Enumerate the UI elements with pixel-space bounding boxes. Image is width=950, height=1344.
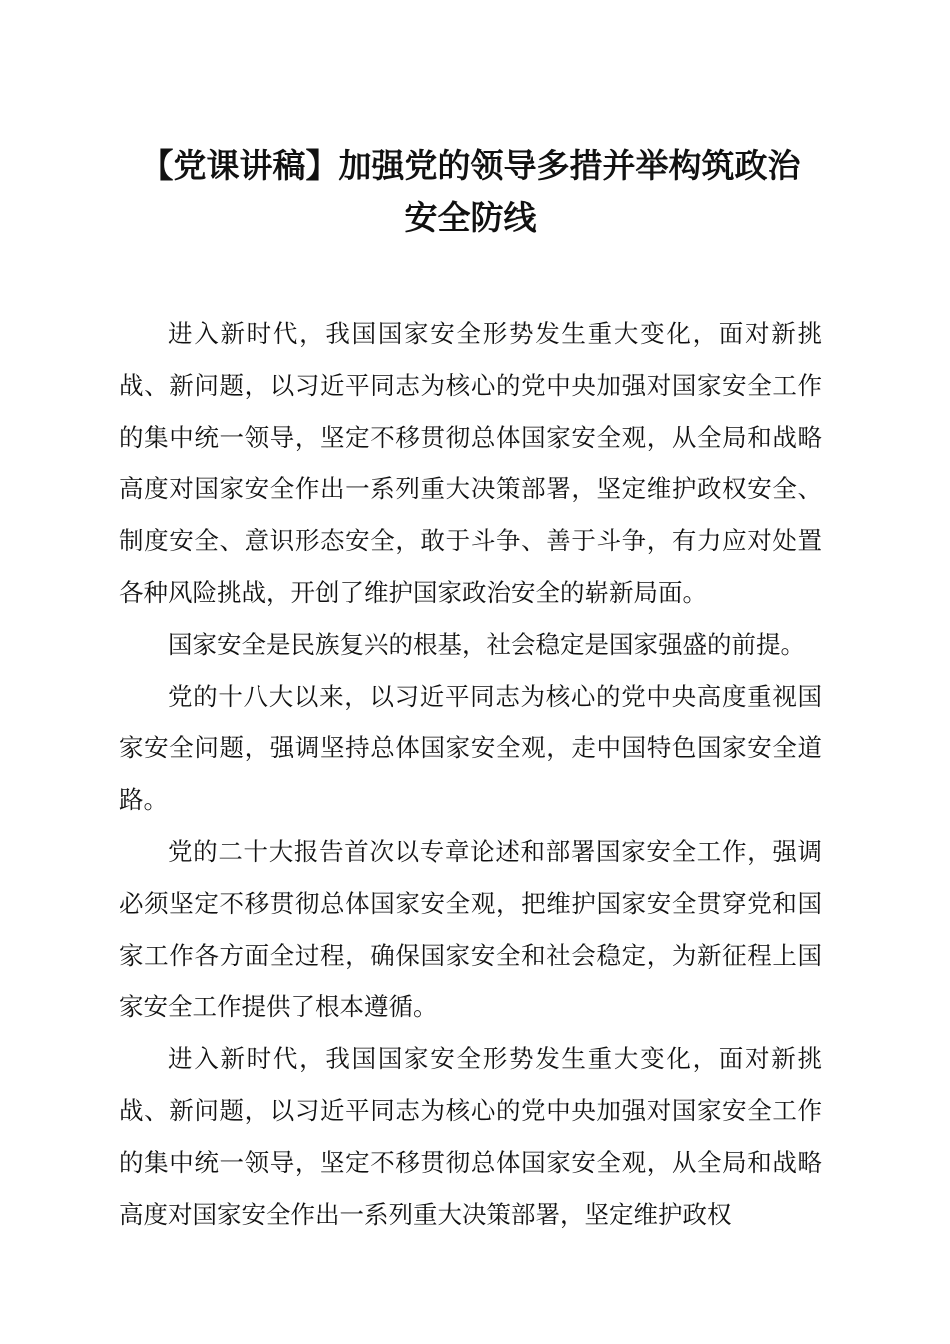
document-title-line-1: 【党课讲稿】加强党的领导多措并举构筑政治 (140, 146, 801, 185)
paragraph-3: 党的十八大以来，以习近平同志为核心的党中央高度重视国家安全问题，强调坚持总体国家安全观，走中国特色国家安全道路。 (119, 681, 822, 815)
paragraph-1: 进入新时代，我国国家安全形势发生重大变化，面对新挑战、新问题，以习近平同志为核心的党中央加强对国家安全工作的集中统一领导，坚定不移贯彻总体国家安全观，从全局和战略高度对国家安全作出一系列重大决策部署，坚定维护政权安全、制度安全、意识形态安全，敢于斗争、善于斗争，有力应对处置各种风险挑战，开创了维护国家政治安全的崭新局面。 (119, 319, 822, 607)
paragraph-5: 进入新时代，我国国家安全形势发生重大变化，面对新挑战、新问题，以习近平同志为核心的党中央加强对国家安全工作的集中统一领导，坚定不移贯彻总体国家安全观，从全局和战略高度对国家安全作出一系列重大决策部署，坚定维护政权 (119, 1044, 822, 1229)
document-title (119, 140, 822, 244)
document-body (119, 308, 822, 1240)
paragraph-4: 党的二十大报告首次以专章论述和部署国家安全工作，强调必须坚定不移贯彻总体国家安全观，把维护国家安全贯穿党和国家工作各方面全过程，确保国家安全和社会稳定，为新征程上国家安全工作提供了根本遵循。 (119, 836, 822, 1022)
paragraph-2: 国家安全是民族复兴的根基，社会稳定是国家强盛的前提。 (168, 629, 805, 659)
document-title-line-2: 安全防线 (404, 198, 537, 237)
